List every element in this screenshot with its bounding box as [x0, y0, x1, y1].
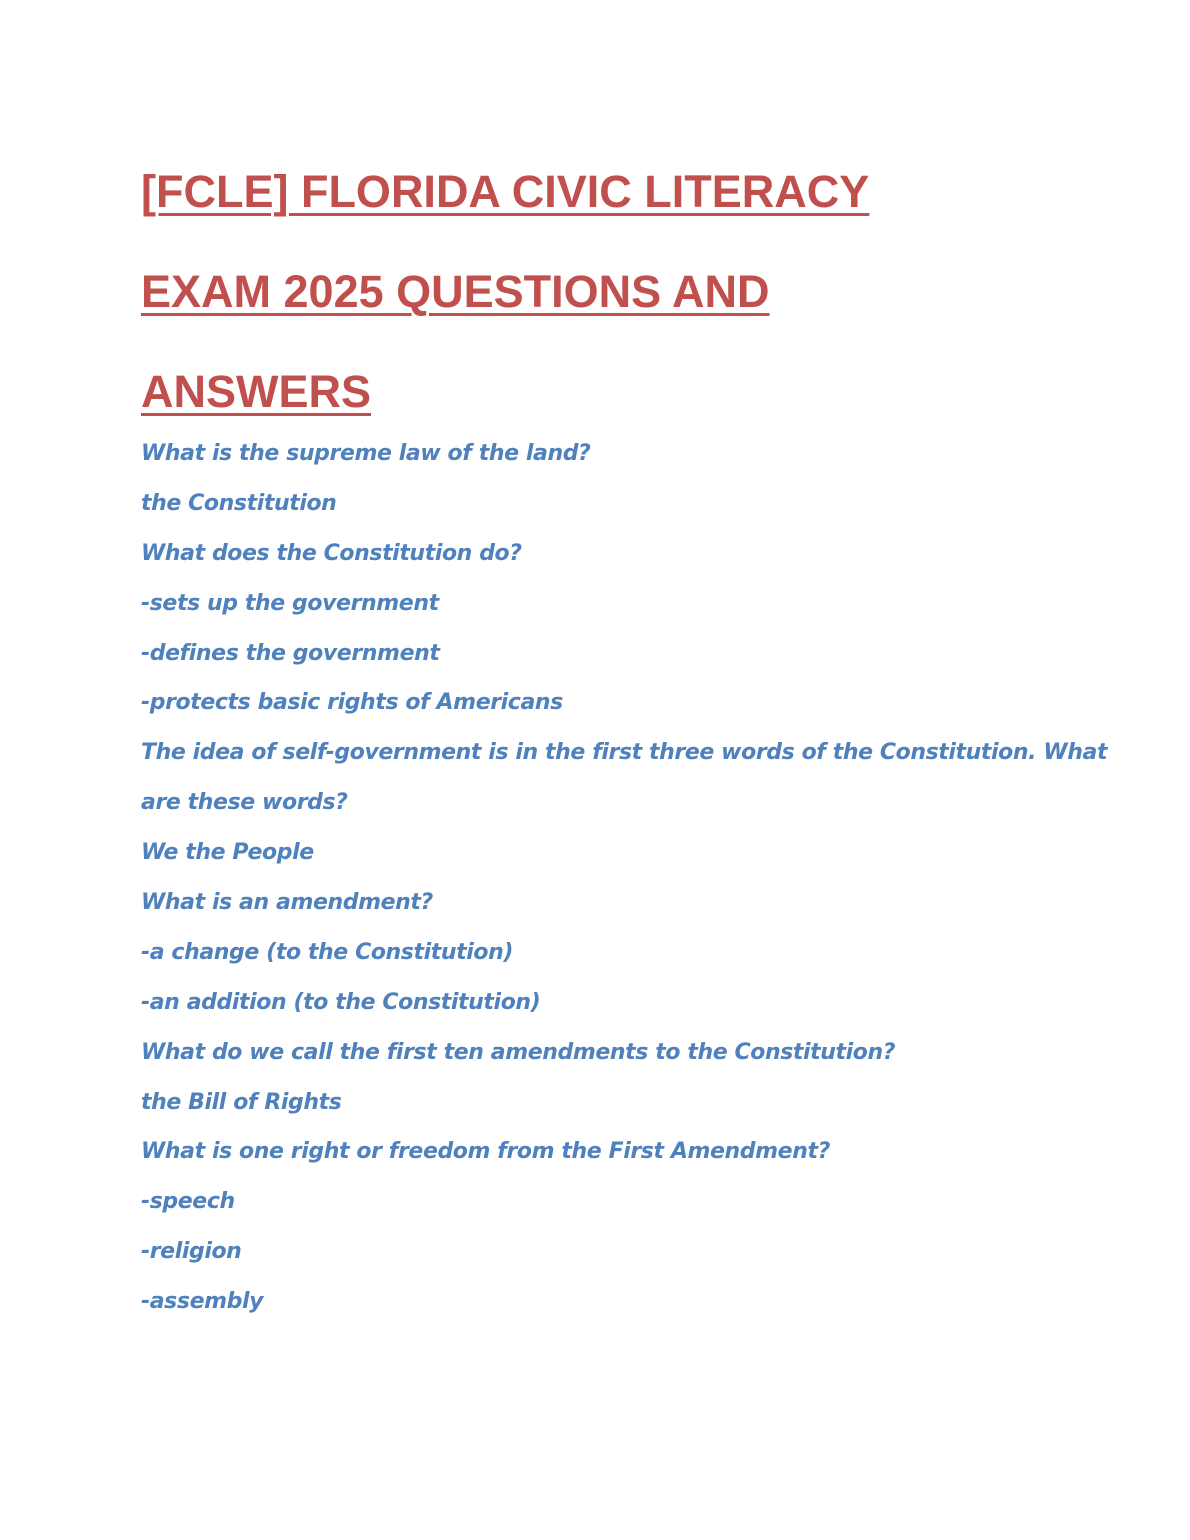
answer-line: -assembly	[141, 1289, 264, 1315]
question-line: What is one right or freedom from the First Amendment?	[141, 1139, 830, 1165]
question-line: What is the supreme law of the land?	[141, 441, 591, 466]
answer-line: We the People	[141, 840, 314, 866]
answer-line: -defines the government	[141, 640, 440, 666]
title-text-2: EXAM 2025 QUESTIONS AND	[141, 266, 770, 317]
answer-line: the Bill of Rights	[141, 1089, 342, 1115]
title-text-3: ANSWERS	[141, 366, 372, 417]
answer-line: -an addition (to the Constitution)	[141, 989, 541, 1015]
answer-line: -protects basic rights of Americans	[141, 690, 563, 716]
question-line: What do we call the first ten amendments to the Constitution?	[141, 1039, 896, 1065]
title-text-1: [FCLE] FLORIDA CIVIC LITERACY	[141, 166, 870, 217]
document-title	[141, 142, 1101, 442]
answer-line: -sets up the government	[141, 590, 439, 616]
title-line-1	[141, 142, 1101, 242]
title-line-3	[141, 342, 1101, 442]
question-line: What is an amendment?	[141, 890, 433, 916]
question-answer-list	[141, 429, 1108, 1327]
question-line: What does the Constitution do?	[141, 540, 522, 566]
title-line-2	[141, 242, 1101, 342]
question-line-continued: are these words?	[141, 790, 348, 816]
answer-line: the Constitution	[141, 490, 337, 516]
question-line: The idea of self-government is in the first three words of the Constitution. What	[141, 740, 1108, 766]
answer-line: -religion	[141, 1239, 242, 1265]
answer-line: -a change (to the Constitution)	[141, 939, 514, 965]
answer-line: -speech	[141, 1189, 235, 1215]
